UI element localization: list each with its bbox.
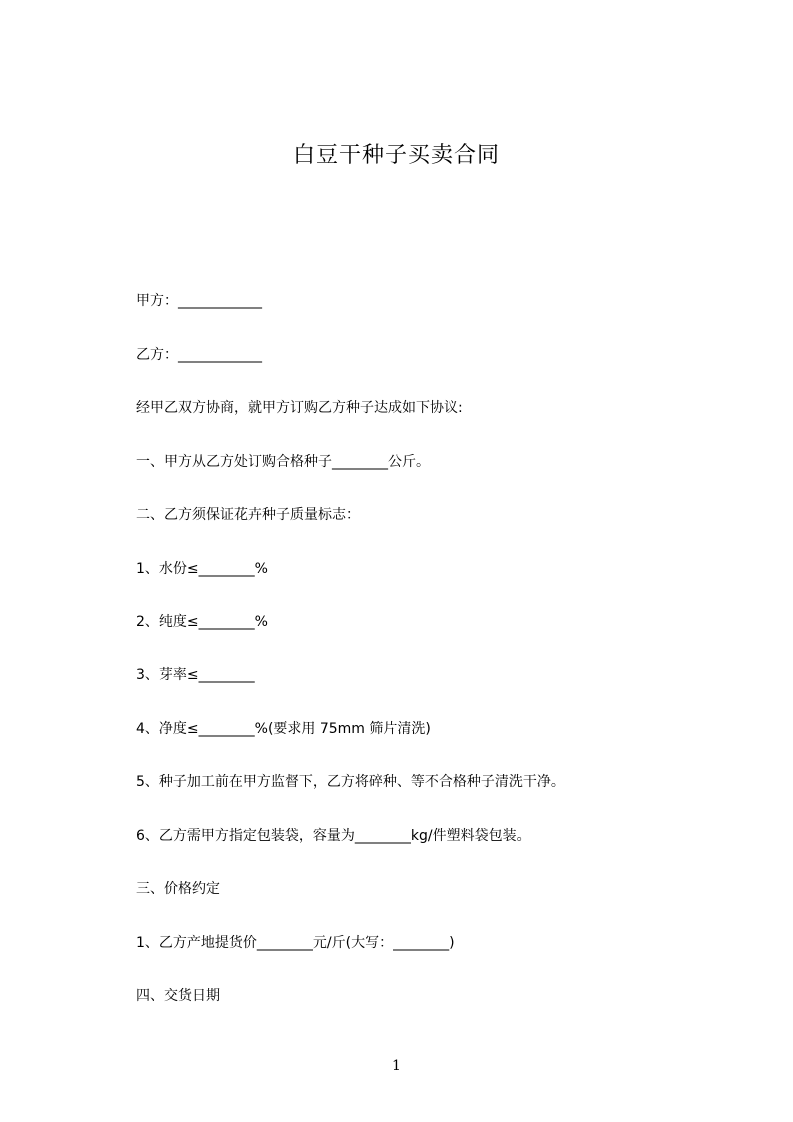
document-title: 白豆干种子买卖合同	[292, 143, 500, 168]
agreement-intro: 经甲乙双方协商，就甲方订购乙方种子达成如下协议:	[136, 400, 463, 416]
quality-item-purity: 2、纯度≤________%	[136, 614, 268, 630]
quality-item-cleanliness: 4、净度≤________%(要求用 75mm 筛片清洗)	[136, 721, 431, 737]
clause-1-quantity: 一、甲方从乙方处订购合格种子________公斤。	[136, 454, 430, 470]
quality-item-moisture: 1、水份≤________%	[136, 561, 268, 577]
quality-item-cleaning: 5、种子加工前在甲方监督下，乙方将碎种、等不合格种子清洗干净。	[136, 774, 565, 790]
quality-item-germination: 3、芽率≤________	[136, 667, 255, 683]
clause-4-delivery-heading: 四、交货日期	[136, 988, 220, 1004]
price-item-delivery-price: 1、乙方产地提货价________元/斤(大写：________)	[136, 935, 455, 951]
clause-2-quality-heading: 二、乙方须保证花卉种子质量标志：	[136, 507, 360, 523]
quality-item-packaging: 6、乙方需甲方指定包装袋，容量为________kg/件塑料袋包装。	[136, 828, 531, 844]
party-b-line: 乙方：____________	[136, 347, 262, 363]
page-number: 1	[392, 1058, 401, 1074]
clause-3-price-heading: 三、价格约定	[136, 881, 220, 897]
party-a-line: 甲方：____________	[136, 293, 262, 309]
